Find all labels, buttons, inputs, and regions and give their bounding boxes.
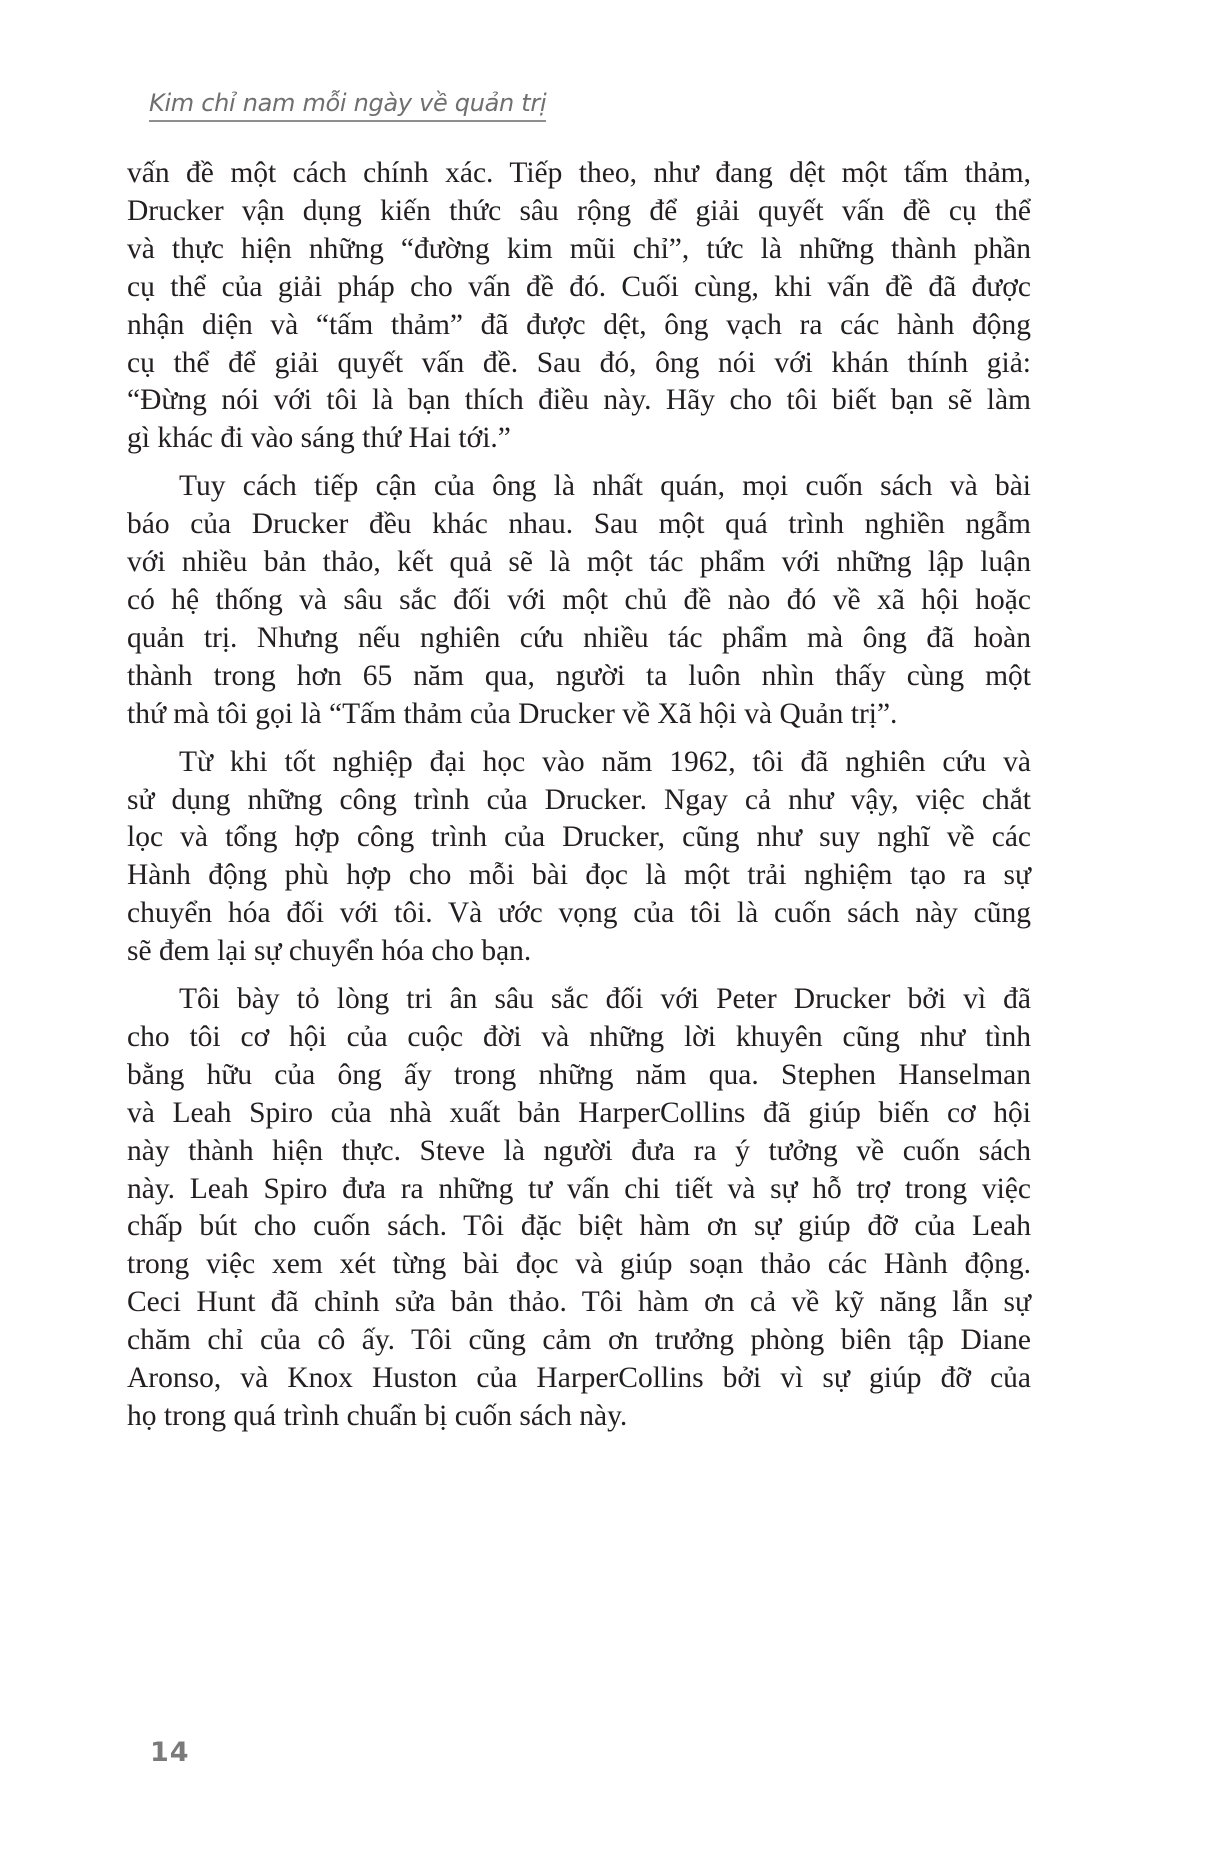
paragraph-3: [127, 744, 1031, 971]
text-line: lọc và tổng hợp công trình của Drucker, cũng như suy nghĩ về các: [127, 821, 1031, 854]
text-line: “Đừng nói với tôi là bạn thích điều này. Hãy cho tôi biết bạn sẽ làm: [127, 384, 1031, 417]
text-line: quản trị. Nhưng nếu nghiên cứu nhiều tác phẩm mà ông đã hoàn: [127, 621, 1031, 654]
text-line: với nhiều bản thảo, kết quả sẽ là một tác phẩm với những lập luận: [127, 546, 1031, 579]
text-line: chấp bút cho cuốn sách. Tôi đặc biệt hàm ơn sự giúp đỡ của Leah: [127, 1210, 1031, 1243]
text-line: cụ thể của giải pháp cho vấn đề đó. Cuối cùng, khi vấn đề đã được: [127, 270, 1031, 303]
text-line: cụ thể để giải quyết vấn đề. Sau đó, ông nói với khán thính giả:: [127, 346, 1031, 379]
body-text: [127, 155, 1031, 1446]
text-line: thành trong hơn 65 năm qua, người ta luôn nhìn thấy cùng một: [127, 659, 1031, 692]
text-line: này. Leah Spiro đưa ra những tư vấn chi tiết và sự hỗ trợ trong việc: [127, 1172, 1031, 1205]
text-line: sẽ đem lại sự chuyển hóa cho bạn.: [127, 935, 532, 968]
text-line: Tuy cách tiếp cận của ông là nhất quán, mọi cuốn sách và bài: [179, 470, 1031, 503]
text-line: và Leah Spiro của nhà xuất bản HarperCollins đã giúp biến cơ hội: [127, 1096, 1031, 1129]
text-line: bằng hữu của ông ấy trong những năm qua. Stephen Hanselman: [127, 1058, 1031, 1091]
text-line: họ trong quá trình chuẩn bị cuốn sách này.: [127, 1400, 628, 1432]
text-line: gì khác đi vào sáng thứ Hai tới.”: [127, 422, 511, 455]
text-line: Aronso, và Knox Huston của HarperCollins bởi vì sự giúp đỡ của: [127, 1362, 1031, 1395]
text-line: nhận diện và “tấm thảm” đã được dệt, ông vạch ra các hành động: [127, 308, 1031, 341]
text-line: Hành động phù hợp cho mỗi bài đọc là một trải nghiệm tạo ra sự: [127, 859, 1031, 892]
text-line: Drucker vận dụng kiến thức sâu rộng để giải quyết vấn đề cụ thể: [127, 194, 1031, 227]
text-line: Tôi bày tỏ lòng tri ân sâu sắc đối với Peter Drucker bởi vì đã: [179, 983, 1031, 1016]
text-line: trong việc xem xét từng bài đọc và giúp soạn thảo các Hành động.: [127, 1248, 1031, 1281]
text-line: Ceci Hunt đã chỉnh sửa bản thảo. Tôi hàm ơn cả về kỹ năng lẫn sự: [127, 1286, 1031, 1319]
page-number: 14: [150, 1737, 190, 1768]
text-line: này thành hiện thực. Steve là người đưa ra ý tưởng về cuốn sách: [127, 1134, 1031, 1167]
text-line: báo của Drucker đều khác nhau. Sau một quá trình nghiền ngẫm: [127, 508, 1031, 541]
text-line: cho tôi cơ hội của cuộc đời và những lời khuyên cũng như tình: [127, 1020, 1031, 1053]
running-header-title: Kim chỉ nam mỗi ngày về quản trị: [149, 88, 546, 122]
text-line: chăm chỉ của cô ấy. Tôi cũng cảm ơn trưởng phòng biên tập Diane: [127, 1324, 1031, 1357]
text-line: chuyển hóa đối với tôi. Và ước vọng của tôi là cuốn sách này cũng: [127, 897, 1031, 930]
text-line: sử dụng những công trình của Drucker. Ngay cả như vậy, việc chắt: [127, 783, 1031, 816]
text-line: thứ mà tôi gọi là “Tấm thảm của Drucker về Xã hội và Quản trị”.: [127, 697, 898, 730]
text-line: Từ khi tốt nghiệp đại học vào năm 1962, tôi đã nghiên cứu và: [179, 745, 1031, 778]
paragraph-1: [127, 155, 1031, 458]
text-line: có hệ thống và sâu sắc đối với một chủ đề nào đó về xã hội hoặc: [127, 583, 1031, 616]
paragraph-2: [127, 468, 1031, 733]
text-line: và thực hiện những “đường kim mũi chỉ”, tức là những thành phần: [127, 232, 1031, 265]
text-line: vấn đề một cách chính xác. Tiếp theo, như đang dệt một tấm thảm,: [127, 157, 1031, 189]
paragraph-4: [127, 981, 1031, 1436]
